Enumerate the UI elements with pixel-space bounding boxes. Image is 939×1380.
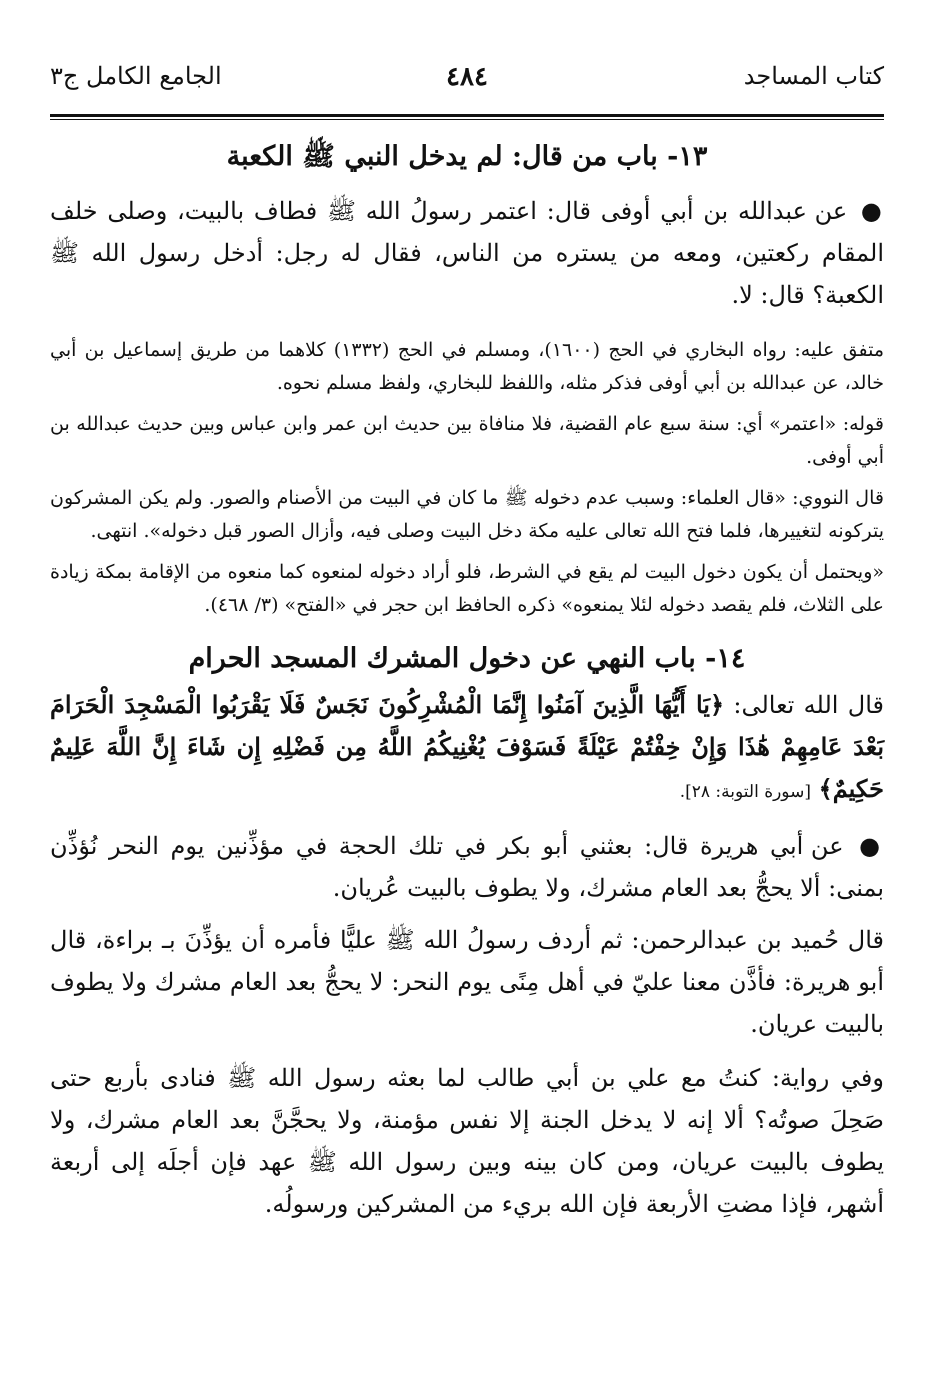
abu-hurayra-hadith — [50, 825, 884, 909]
commentary-note: قوله: «اعتمر» أي: سنة سبع عام القضية، فلا منافاة بين حديث ابن عمر وابن عباس وبين حديث عبدالله بن أبي أوفى. — [50, 413, 884, 468]
quran-verse: ﴿يَا أَيُّهَا الَّذِينَ آمَنُوا إِنَّمَا الْمُشْرِكُونَ نَجَسٌ فَلَا يَقْرَبُوا الْمَسْجِدَ الْحَرَامَ بَعْدَ عَامِهِمْ هَٰذَا وَإِنْ خِفْتُمْ عَيْلَةً فَسَوْفَ يُغْنِيكُمُ اللَّهُ مِن فَضْلِهِ إِن شَاءَ إِنَّ اللَّهَ عَلِيمٌ حَكِيمٌ﴾ — [50, 690, 884, 803]
takhrij-note: متفق عليه: رواه البخاري في الحج (١٦٠٠)، ومسلم في الحج (١٣٣٢) كلاهما من طريق إسماعيل بن أبي خالد، عن عبدالله بن أبي أوفى فذكر مثله، واللفظ للبخاري، ولفظ مسلم نحوه. — [50, 339, 884, 394]
ibn-hajar-quote: «ويحتمل أن يكون دخول البيت لم يقع في الشرط، فلو أراد دخوله لمنعوه كما منعوه من الإقامة بمكة زيادة على الثلاث، فلم يقصد دخوله لئلا يمنعوه» ذكره الحافظ ابن حجر في «الفتح» (٣/ ٤٦٨). — [50, 561, 884, 616]
nawawi-quote: قال النووي: «قال العلماء: وسبب عدم دخوله ﷺ ما كان في البيت من الأصنام والصور. ولم يكن المشركون يتركونه لتغييرها، فلما فتح الله تعالى عليه مكة دخل البيت وصلى فيه، وأزال الصور قبل دخوله». انتهى. — [50, 487, 884, 542]
chapter-13-hadith — [50, 190, 884, 316]
header-rule-thin — [50, 119, 884, 120]
quran-intro: قال الله تعالى: — [724, 691, 885, 719]
bullet-icon: ● — [860, 197, 884, 225]
hadith-text: عن أبي هريرة قال: بعثني أبو بكر في تلك الحجة في مؤذِّنين يوم النحر نُؤذِّن بمنى: ألا يحجُّ بعد العام مشرك، ولا يطوف بالبيت عُريان. — [50, 832, 884, 902]
hadith-text: عن عبدالله بن أبي أوفى قال: اعتمر رسولُ الله ﷺ فطاف بالبيت، وصلى خلف المقام ركعتين، ومعه من يستره من الناس، فقال له رجل: أدخل رسول الله ﷺ الكعبة؟ قال: لا. — [50, 197, 884, 309]
chapter-13-title: ١٣- باب من قال: لم يدخل النبي ﷺ الكعبة — [226, 141, 708, 172]
chapter-14-title: ١٤- باب النهي عن دخول المشرك المسجد الحرام — [188, 643, 746, 674]
page-number: ٤٨٤ — [446, 62, 488, 92]
quran-verse-paragraph — [50, 684, 884, 813]
header-rule-thick — [50, 114, 884, 117]
bullet-icon: ● — [859, 832, 884, 860]
page-header — [50, 0, 884, 118]
volume-title: الجامع الكامل ج٣ — [50, 62, 222, 90]
humayd-narration: قال حُميد بن عبدالرحمن: ثم أردف رسولُ الله ﷺ عليًّا فأمره أن يؤذِّنَ بـ براءة، قال أبو هريرة: فأذَّن معنا عليّ في أهل مِنًى يوم النحر: لا يحجُّ بعد العام مشرك ولا يطوف بالبيت عريان. — [50, 926, 884, 1038]
book-section-title: كتاب المساجد — [743, 62, 884, 90]
surah-reference: [سورة التوبة: ٢٨]. — [679, 782, 811, 802]
another-narration: وفي رواية: كنتُ مع علي بن أبي طالب لما بعثه رسول الله ﷺ فنادى بأربع حتى صَحِلَ صوتُه؟ ألا إنه لا يدخل الجنة إلا نفس مؤمنة، ولا يحجَّنَّ بعد العام مشرك، ولا يطوف بالبيت عريان، ومن كان بينه وبين رسول الله ﷺ عهد فإن أجلَه إلى أربعة أشهر، فإذا مضتِ الأربعة فإن الله بريء من المشركين ورسولُه. — [50, 1064, 884, 1218]
